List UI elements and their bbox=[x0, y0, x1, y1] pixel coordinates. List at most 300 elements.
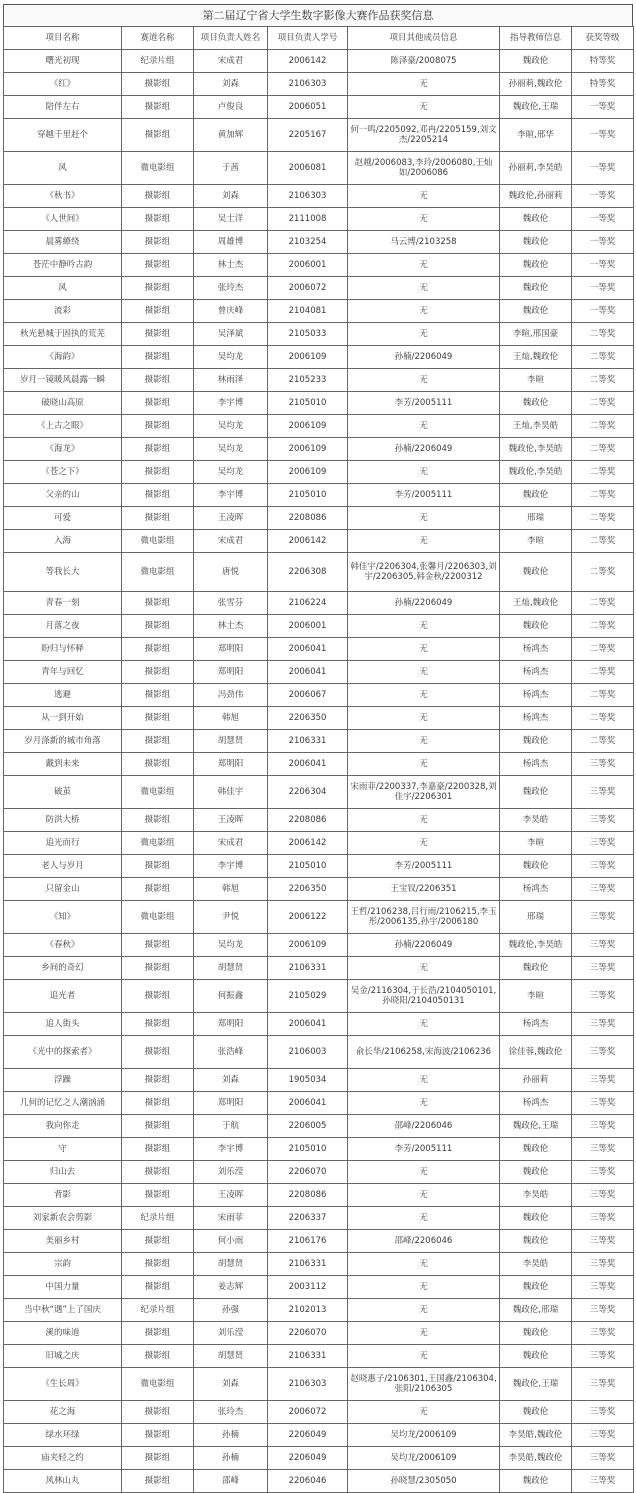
cell-members: 无 bbox=[348, 1013, 500, 1036]
cell-leader-id: 2106003 bbox=[268, 1036, 348, 1069]
cell-leader-id: 2105233 bbox=[268, 369, 348, 392]
cell-project-name: 《海龙》 bbox=[4, 438, 122, 461]
cell-leader-id: 2006142 bbox=[268, 530, 348, 553]
cell-members: 马云博/2103258 bbox=[348, 231, 500, 254]
cell-leader-name: 尹悦 bbox=[194, 901, 268, 934]
cell-leader-id: 2006072 bbox=[268, 1401, 348, 1424]
cell-leader-id: 2006072 bbox=[268, 277, 348, 300]
cell-members: 无 bbox=[348, 1253, 500, 1276]
cell-award: 三等奖 bbox=[572, 1447, 634, 1470]
cell-leader-name: 刘乐滢 bbox=[194, 1161, 268, 1184]
cell-project-name: 守 bbox=[4, 1138, 122, 1161]
cell-leader-name: 姜志辉 bbox=[194, 1276, 268, 1299]
cell-project-name: 老人与岁月 bbox=[4, 855, 122, 878]
cell-members: 无 bbox=[348, 1092, 500, 1115]
cell-award: 二等奖 bbox=[572, 507, 634, 530]
table-row bbox=[4, 254, 634, 277]
cell-project-name: 追人街头 bbox=[4, 1013, 122, 1036]
cell-advisor: 魏政伦 bbox=[500, 615, 572, 638]
cell-project-name: 花之海 bbox=[4, 1401, 122, 1424]
cell-advisor: 李昊皓 bbox=[500, 809, 572, 832]
cell-leader-id: 2206049 bbox=[268, 1447, 348, 1470]
cell-members: 王宝钗/2206351 bbox=[348, 878, 500, 901]
cell-advisor: 李暄 bbox=[500, 530, 572, 553]
cell-advisor: 魏政伦,李昊皓 bbox=[500, 934, 572, 957]
table-row bbox=[4, 934, 634, 957]
cell-advisor: 魏政伦 bbox=[500, 1276, 572, 1299]
table-row bbox=[4, 730, 634, 753]
cell-members: 孙楠/2206049 bbox=[348, 346, 500, 369]
cell-track: 摄影组 bbox=[122, 300, 194, 323]
table-row bbox=[4, 208, 634, 231]
cell-members: 吴均龙/2006109 bbox=[348, 1447, 500, 1470]
cell-members: 何一鸣/2205092,邓冉/2205159,刘文杰/2205214 bbox=[348, 119, 500, 152]
cell-project-name: 防洪大桥 bbox=[4, 809, 122, 832]
table-row bbox=[4, 1138, 634, 1161]
cell-members: 无 bbox=[348, 323, 500, 346]
cell-advisor: 王灿,李昊皓 bbox=[500, 415, 572, 438]
cell-leader-id: 2006122 bbox=[268, 901, 348, 934]
cell-advisor: 魏政伦 bbox=[500, 1161, 572, 1184]
cell-project-name: 等我长大 bbox=[4, 553, 122, 592]
cell-award: 一等奖 bbox=[572, 96, 634, 119]
cell-members: 邵峰/2206046 bbox=[348, 1230, 500, 1253]
cell-track: 微电影组 bbox=[122, 901, 194, 934]
cell-advisor: 魏政伦,孙丽莉 bbox=[500, 185, 572, 208]
cell-track: 摄影组 bbox=[122, 1447, 194, 1470]
cell-advisor: 魏政伦,邢瑞 bbox=[500, 1299, 572, 1322]
cell-leader-id: 2104081 bbox=[268, 300, 348, 323]
cell-members: 李芳/2005111 bbox=[348, 1138, 500, 1161]
cell-project-name: 《春秋》 bbox=[4, 934, 122, 957]
cell-leader-id: 2105010 bbox=[268, 855, 348, 878]
header-project-name: 项目名称 bbox=[4, 27, 122, 50]
cell-track: 摄影组 bbox=[122, 507, 194, 530]
table-row bbox=[4, 96, 634, 119]
cell-project-name: 岁月涤新的城市角落 bbox=[4, 730, 122, 753]
cell-members: 无 bbox=[348, 1322, 500, 1345]
cell-project-name: 浮躁 bbox=[4, 1069, 122, 1092]
cell-project-name: 乡间的奇幻 bbox=[4, 957, 122, 980]
cell-leader-id: 2208086 bbox=[268, 1184, 348, 1207]
cell-award: 三等奖 bbox=[572, 855, 634, 878]
cell-members: 赵越/2006083,李玲/2006080,王灿如/2006086 bbox=[348, 152, 500, 185]
cell-project-name: 晨雾繚绕 bbox=[4, 231, 122, 254]
cell-award: 三等奖 bbox=[572, 878, 634, 901]
cell-members: 无 bbox=[348, 254, 500, 277]
table-row bbox=[4, 1470, 634, 1493]
cell-leader-name: 胡慧贤 bbox=[194, 957, 268, 980]
cell-leader-name: 韩旭 bbox=[194, 707, 268, 730]
cell-track: 摄影组 bbox=[122, 1138, 194, 1161]
cell-track: 摄影组 bbox=[122, 707, 194, 730]
cell-leader-name: 林士杰 bbox=[194, 254, 268, 277]
cell-leader-name: 胡慧贤 bbox=[194, 1345, 268, 1368]
cell-track: 纪录片组 bbox=[122, 1299, 194, 1322]
header-members: 项目其他成员信息 bbox=[348, 27, 500, 50]
cell-leader-id: 2206350 bbox=[268, 878, 348, 901]
cell-track: 摄影组 bbox=[122, 1013, 194, 1036]
cell-track: 摄影组 bbox=[122, 1184, 194, 1207]
table-row bbox=[4, 638, 634, 661]
cell-leader-name: 林士杰 bbox=[194, 615, 268, 638]
cell-project-name: 盼归与怀释 bbox=[4, 638, 122, 661]
cell-leader-name: 刘乐滢 bbox=[194, 1322, 268, 1345]
cell-award: 三等奖 bbox=[572, 1092, 634, 1115]
cell-award: 三等奖 bbox=[572, 957, 634, 980]
cell-leader-id: 2206308 bbox=[268, 553, 348, 592]
cell-leader-id: 2206304 bbox=[268, 776, 348, 809]
table-row bbox=[4, 530, 634, 553]
cell-advisor: 魏政伦 bbox=[500, 1470, 572, 1493]
cell-track: 摄影组 bbox=[122, 1115, 194, 1138]
cell-advisor: 魏政伦 bbox=[500, 50, 572, 73]
cell-leader-id: 2006142 bbox=[268, 832, 348, 855]
cell-award: 三等奖 bbox=[572, 809, 634, 832]
cell-track: 摄影组 bbox=[122, 1161, 194, 1184]
cell-leader-name: 邵峰 bbox=[194, 1470, 268, 1493]
table-row bbox=[4, 957, 634, 980]
cell-project-name: 《上古之眼》 bbox=[4, 415, 122, 438]
cell-advisor: 李昊皓,魏政伦 bbox=[500, 1447, 572, 1470]
cell-leader-id: 2102013 bbox=[268, 1299, 348, 1322]
page-title: 第二届辽宁省大学生数字影像大赛作品获奖信息 bbox=[3, 4, 633, 26]
cell-members: 孙楠/2206049 bbox=[348, 934, 500, 957]
cell-leader-name: 吴均龙 bbox=[194, 438, 268, 461]
cell-track: 摄影组 bbox=[122, 1092, 194, 1115]
cell-leader-name: 李宇博 bbox=[194, 484, 268, 507]
cell-leader-id: 2006041 bbox=[268, 1092, 348, 1115]
cell-track: 纪录片组 bbox=[122, 1207, 194, 1230]
table-row bbox=[4, 346, 634, 369]
cell-award: 三等奖 bbox=[572, 1470, 634, 1493]
cell-award: 一等奖 bbox=[572, 119, 634, 152]
cell-award: 一等奖 bbox=[572, 185, 634, 208]
cell-award: 三等奖 bbox=[572, 1161, 634, 1184]
cell-members: 无 bbox=[348, 684, 500, 707]
table-row bbox=[4, 684, 634, 707]
cell-award: 一等奖 bbox=[572, 254, 634, 277]
cell-track: 摄影组 bbox=[122, 753, 194, 776]
cell-project-name: 穿越千里赶个 bbox=[4, 119, 122, 152]
cell-award: 二等奖 bbox=[572, 392, 634, 415]
cell-award: 三等奖 bbox=[572, 901, 634, 934]
cell-members: 邵峰/2206046 bbox=[348, 1115, 500, 1138]
table-row bbox=[4, 1299, 634, 1322]
cell-leader-name: 周雄博 bbox=[194, 231, 268, 254]
cell-advisor: 魏政伦 bbox=[500, 1345, 572, 1368]
cell-leader-name: 吴泽斌 bbox=[194, 323, 268, 346]
cell-members: 无 bbox=[348, 957, 500, 980]
cell-track: 摄影组 bbox=[122, 1470, 194, 1493]
table-row bbox=[4, 231, 634, 254]
table-row bbox=[4, 50, 634, 73]
cell-award: 三等奖 bbox=[572, 1184, 634, 1207]
cell-advisor: 徐佳蓉,魏政伦 bbox=[500, 1036, 572, 1069]
cell-track: 摄影组 bbox=[122, 1345, 194, 1368]
cell-project-name: 破晓山高原 bbox=[4, 392, 122, 415]
cell-track: 摄影组 bbox=[122, 119, 194, 152]
cell-members: 无 bbox=[348, 208, 500, 231]
cell-advisor: 孙丽莉,李昊皓 bbox=[500, 152, 572, 185]
table-row bbox=[4, 300, 634, 323]
cell-project-name: 《海韵》 bbox=[4, 346, 122, 369]
table-row bbox=[4, 615, 634, 638]
cell-project-name: 青年与回忆 bbox=[4, 661, 122, 684]
cell-award: 二等奖 bbox=[572, 661, 634, 684]
table-row bbox=[4, 323, 634, 346]
cell-award: 三等奖 bbox=[572, 1138, 634, 1161]
cell-award: 三等奖 bbox=[572, 1253, 634, 1276]
table-row bbox=[4, 1322, 634, 1345]
cell-project-name: 入海 bbox=[4, 530, 122, 553]
cell-members: 孙晓慧/2305050 bbox=[348, 1470, 500, 1493]
header-leader-name: 项目负责人姓名 bbox=[194, 27, 268, 50]
cell-track: 摄影组 bbox=[122, 957, 194, 980]
cell-advisor: 王灿,魏政伦 bbox=[500, 592, 572, 615]
cell-project-name: 《人世间》 bbox=[4, 208, 122, 231]
cell-leader-id: 2105029 bbox=[268, 980, 348, 1013]
cell-award: 一等奖 bbox=[572, 231, 634, 254]
cell-members: 李芳/2005111 bbox=[348, 392, 500, 415]
cell-leader-id: 2205167 bbox=[268, 119, 348, 152]
table-row bbox=[4, 1368, 634, 1401]
cell-project-name: 苍茫中静吟古韵 bbox=[4, 254, 122, 277]
cell-leader-id: 2006081 bbox=[268, 152, 348, 185]
cell-track: 摄影组 bbox=[122, 484, 194, 507]
cell-track: 摄影组 bbox=[122, 809, 194, 832]
cell-members: 无 bbox=[348, 615, 500, 638]
cell-leader-id: 2006067 bbox=[268, 684, 348, 707]
cell-award: 三等奖 bbox=[572, 980, 634, 1013]
cell-leader-name: 韩佳宇 bbox=[194, 776, 268, 809]
cell-members: 俞长华/2106258,宋海波/2106236 bbox=[348, 1036, 500, 1069]
cell-advisor: 杨鸿杰 bbox=[500, 707, 572, 730]
table-row bbox=[4, 1401, 634, 1424]
cell-project-name: 父亲的山 bbox=[4, 484, 122, 507]
cell-leader-name: 郑明阳 bbox=[194, 753, 268, 776]
cell-leader-name: 刘森 bbox=[194, 1069, 268, 1092]
cell-advisor: 邢瑞 bbox=[500, 507, 572, 530]
cell-advisor: 魏政伦 bbox=[500, 730, 572, 753]
cell-advisor: 李暄 bbox=[500, 980, 572, 1013]
table-row bbox=[4, 878, 634, 901]
cell-project-name: 刘家新农会剪影 bbox=[4, 1207, 122, 1230]
table-row bbox=[4, 901, 634, 934]
cell-track: 摄影组 bbox=[122, 96, 194, 119]
cell-advisor: 魏政伦,王瑞 bbox=[500, 1368, 572, 1401]
cell-leader-id: 2006109 bbox=[268, 346, 348, 369]
cell-leader-id: 2006109 bbox=[268, 934, 348, 957]
cell-track: 摄影组 bbox=[122, 73, 194, 96]
cell-advisor: 杨鸿杰 bbox=[500, 684, 572, 707]
cell-leader-id: 2206005 bbox=[268, 1115, 348, 1138]
cell-leader-name: 张浩峰 bbox=[194, 1036, 268, 1069]
cell-project-name: 风 bbox=[4, 277, 122, 300]
cell-leader-name: 孙强 bbox=[194, 1299, 268, 1322]
cell-project-name: 追光者 bbox=[4, 980, 122, 1013]
cell-leader-id: 2105010 bbox=[268, 484, 348, 507]
cell-advisor: 魏政伦 bbox=[500, 1322, 572, 1345]
cell-project-name: 青春一刻 bbox=[4, 592, 122, 615]
cell-project-name: 庙夹轻之约 bbox=[4, 1447, 122, 1470]
cell-leader-name: 孙楠 bbox=[194, 1447, 268, 1470]
cell-project-name: 美丽乡村 bbox=[4, 1230, 122, 1253]
cell-members: 无 bbox=[348, 1069, 500, 1092]
cell-award: 二等奖 bbox=[572, 323, 634, 346]
cell-award: 二等奖 bbox=[572, 615, 634, 638]
cell-leader-id: 1905034 bbox=[268, 1069, 348, 1092]
cell-project-name: 从一到开始 bbox=[4, 707, 122, 730]
cell-award: 二等奖 bbox=[572, 730, 634, 753]
cell-advisor: 魏政伦,王瑞 bbox=[500, 1115, 572, 1138]
cell-project-name: 《红》 bbox=[4, 73, 122, 96]
cell-project-name: 戴到未来 bbox=[4, 753, 122, 776]
cell-members: 赵晓惠子/2106301,王国鑫/2106304,张阳/2106305 bbox=[348, 1368, 500, 1401]
cell-project-name: 《光中的探索者》 bbox=[4, 1036, 122, 1069]
cell-members: 无 bbox=[348, 638, 500, 661]
cell-leader-id: 2006051 bbox=[268, 96, 348, 119]
cell-project-name: 流彩 bbox=[4, 300, 122, 323]
cell-award: 三等奖 bbox=[572, 1368, 634, 1401]
cell-leader-id: 2106303 bbox=[268, 185, 348, 208]
cell-advisor: 孙丽莉,魏政伦 bbox=[500, 73, 572, 96]
table-row bbox=[4, 1345, 634, 1368]
cell-advisor: 魏政伦 bbox=[500, 300, 572, 323]
cell-members: 无 bbox=[348, 277, 500, 300]
cell-leader-name: 卢俊良 bbox=[194, 96, 268, 119]
table-row bbox=[4, 592, 634, 615]
cell-members: 无 bbox=[348, 1345, 500, 1368]
cell-members: 韩佳宇/2206304,张馨月/2206303,刘宇/2206305,韩金秋/2200312 bbox=[348, 553, 500, 592]
table-row bbox=[4, 392, 634, 415]
cell-members: 无 bbox=[348, 530, 500, 553]
cell-leader-name: 吴均龙 bbox=[194, 461, 268, 484]
cell-project-name: 归山去 bbox=[4, 1161, 122, 1184]
cell-award: 三等奖 bbox=[572, 1115, 634, 1138]
cell-leader-name: 宋成君 bbox=[194, 50, 268, 73]
cell-advisor: 杨鸿杰 bbox=[500, 878, 572, 901]
cell-members: 无 bbox=[348, 300, 500, 323]
cell-leader-name: 张玲杰 bbox=[194, 1401, 268, 1424]
cell-award: 二等奖 bbox=[572, 684, 634, 707]
cell-members: 无 bbox=[348, 1276, 500, 1299]
awards-sheet bbox=[3, 4, 633, 1493]
table-row bbox=[4, 832, 634, 855]
cell-leader-id: 2006001 bbox=[268, 615, 348, 638]
cell-track: 微电影组 bbox=[122, 832, 194, 855]
cell-track: 摄影组 bbox=[122, 661, 194, 684]
cell-project-name: 我向你走 bbox=[4, 1115, 122, 1138]
cell-track: 摄影组 bbox=[122, 185, 194, 208]
table-row bbox=[4, 1424, 634, 1447]
table-row bbox=[4, 1036, 634, 1069]
cell-award: 二等奖 bbox=[572, 484, 634, 507]
cell-leader-name: 刘森 bbox=[194, 1368, 268, 1401]
cell-award: 三等奖 bbox=[572, 1230, 634, 1253]
table-row bbox=[4, 277, 634, 300]
cell-project-name: 月落之夜 bbox=[4, 615, 122, 638]
cell-award: 三等奖 bbox=[572, 1207, 634, 1230]
cell-leader-id: 2006109 bbox=[268, 438, 348, 461]
cell-leader-name: 王凌晖 bbox=[194, 507, 268, 530]
table-row bbox=[4, 1115, 634, 1138]
cell-leader-name: 郑明阳 bbox=[194, 1092, 268, 1115]
cell-track: 微电影组 bbox=[122, 152, 194, 185]
cell-project-name: 绿水环绿 bbox=[4, 1424, 122, 1447]
cell-track: 摄影组 bbox=[122, 1036, 194, 1069]
cell-advisor: 魏政伦 bbox=[500, 208, 572, 231]
cell-advisor: 魏政伦 bbox=[500, 957, 572, 980]
cell-track: 摄影组 bbox=[122, 369, 194, 392]
table-row bbox=[4, 553, 634, 592]
cell-track: 摄影组 bbox=[122, 878, 194, 901]
cell-leader-name: 曾庆峰 bbox=[194, 300, 268, 323]
cell-award: 二等奖 bbox=[572, 592, 634, 615]
cell-track: 摄影组 bbox=[122, 346, 194, 369]
cell-leader-name: 郑明阳 bbox=[194, 661, 268, 684]
header-advisor: 指导教师信息 bbox=[500, 27, 572, 50]
cell-advisor: 李暄 bbox=[500, 832, 572, 855]
cell-leader-name: 李宇博 bbox=[194, 855, 268, 878]
table-row bbox=[4, 707, 634, 730]
cell-project-name: 逃避 bbox=[4, 684, 122, 707]
cell-advisor: 魏政伦 bbox=[500, 1401, 572, 1424]
cell-members: 陈泽豪/2008075 bbox=[348, 50, 500, 73]
cell-leader-id: 2206070 bbox=[268, 1322, 348, 1345]
cell-advisor: 邢瑞 bbox=[500, 901, 572, 934]
cell-leader-name: 宋成君 bbox=[194, 530, 268, 553]
cell-advisor: 魏政伦,王瑞 bbox=[500, 96, 572, 119]
cell-advisor: 孙丽莉 bbox=[500, 1069, 572, 1092]
cell-advisor: 杨鸿杰 bbox=[500, 1092, 572, 1115]
cell-members: 无 bbox=[348, 809, 500, 832]
cell-leader-name: 唐悦 bbox=[194, 553, 268, 592]
cell-leader-name: 黄加辉 bbox=[194, 119, 268, 152]
table-row bbox=[4, 507, 634, 530]
cell-track: 摄影组 bbox=[122, 1276, 194, 1299]
cell-members: 无 bbox=[348, 1299, 500, 1322]
cell-award: 三等奖 bbox=[572, 832, 634, 855]
cell-advisor: 李昊皓 bbox=[500, 1184, 572, 1207]
cell-leader-id: 2206337 bbox=[268, 1207, 348, 1230]
cell-leader-id: 2003112 bbox=[268, 1276, 348, 1299]
cell-project-name: 只留金山 bbox=[4, 878, 122, 901]
cell-leader-name: 于航 bbox=[194, 1115, 268, 1138]
cell-advisor: 魏政伦 bbox=[500, 484, 572, 507]
table-row bbox=[4, 152, 634, 185]
cell-award: 特等奖 bbox=[572, 50, 634, 73]
table-row bbox=[4, 1447, 634, 1470]
table-row bbox=[4, 185, 634, 208]
cell-leader-id: 2006109 bbox=[268, 461, 348, 484]
cell-members: 无 bbox=[348, 832, 500, 855]
cell-leader-name: 吴士洋 bbox=[194, 208, 268, 231]
cell-award: 二等奖 bbox=[572, 707, 634, 730]
cell-members: 无 bbox=[348, 185, 500, 208]
cell-track: 摄影组 bbox=[122, 415, 194, 438]
cell-leader-name: 吴均龙 bbox=[194, 415, 268, 438]
header-track: 赛道名称 bbox=[122, 27, 194, 50]
cell-track: 摄影组 bbox=[122, 1322, 194, 1345]
cell-leader-name: 李宇博 bbox=[194, 1138, 268, 1161]
cell-leader-id: 2006001 bbox=[268, 254, 348, 277]
cell-advisor: 李暄 bbox=[500, 369, 572, 392]
cell-leader-id: 2106224 bbox=[268, 592, 348, 615]
cell-advisor: 李暄,邢华 bbox=[500, 119, 572, 152]
cell-leader-id: 2106303 bbox=[268, 73, 348, 96]
cell-leader-name: 张玲杰 bbox=[194, 277, 268, 300]
